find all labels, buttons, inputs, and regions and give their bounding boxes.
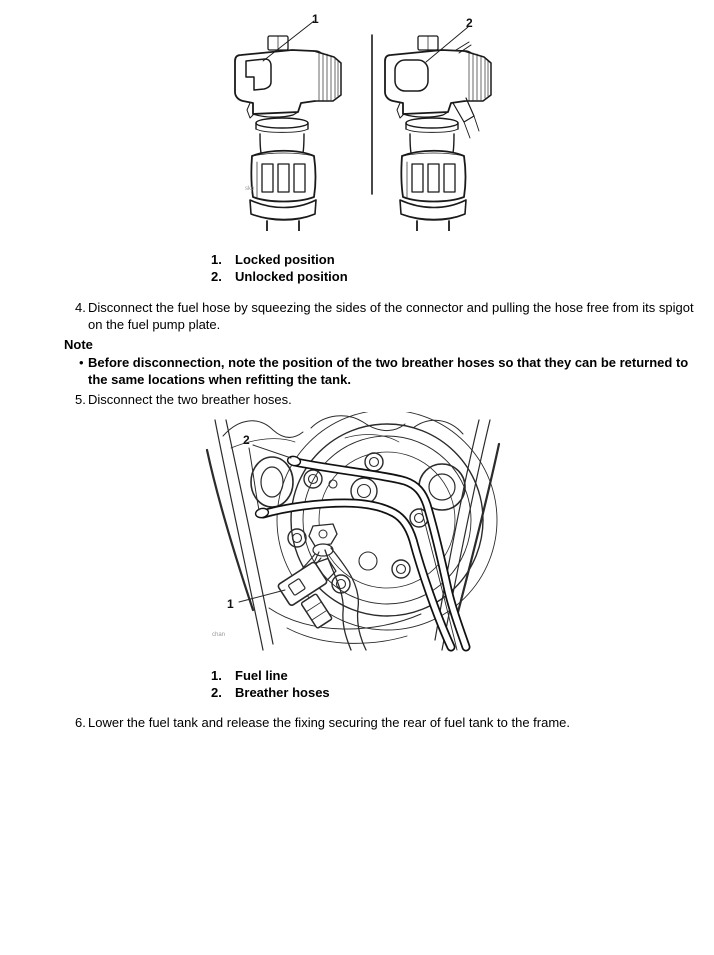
figure-top-callout-1: 1 [312,12,319,26]
legend-connector-positions [211,251,348,285]
legend-item [211,667,330,684]
note-text-line: the same locations when refitting the tank. [88,372,351,387]
step-6 [75,714,570,731]
legend-item [211,251,348,268]
figure-top-watermark: skp [245,186,255,192]
step-number: 4. [75,300,86,315]
step-number: 6. [75,715,86,730]
figure-middle-callout-1: 1 [227,597,234,611]
legend-item-number: 2. [211,269,222,284]
step-text-line: Disconnect the two breather hoses. [88,392,292,407]
legend-fuel-lines [211,667,330,701]
figure-connectors [220,6,505,231]
legend-item-number: 1. [211,252,222,267]
step-number: 5. [75,392,86,407]
legend-item-label: Breather hoses [235,685,330,700]
legend-item-label: Unlocked position [235,269,348,284]
legend-item-label: Locked position [235,252,335,267]
step-4 [75,299,694,333]
legend-item [211,684,330,701]
figure-middle-callout-2: 2 [243,433,250,447]
step-text-line: Disconnect the fuel hose by squeezing the sides of the connector and pulling the hose free from its spigot [88,300,694,315]
legend-item-number: 2. [211,685,222,700]
figure-top-callout-2: 2 [466,16,473,30]
figure-fuel-tank-underside [195,412,507,652]
legend-item [211,268,348,285]
bullet-icon: • [79,355,84,370]
legend-item-number: 1. [211,668,222,683]
note-text-line: Before disconnection, note the position of the two breather hoses so that they can be returned to [88,355,689,370]
figure-middle-watermark: chan [212,632,226,638]
note-bullet [79,354,688,388]
legend-item-label: Fuel line [235,668,288,683]
step-text-line: on the fuel pump plate. [88,317,221,332]
step-5 [75,391,292,408]
step-text-line: Lower the fuel tank and release the fixing securing the rear of fuel tank to the frame. [88,715,571,730]
note-heading: Note [64,337,93,352]
